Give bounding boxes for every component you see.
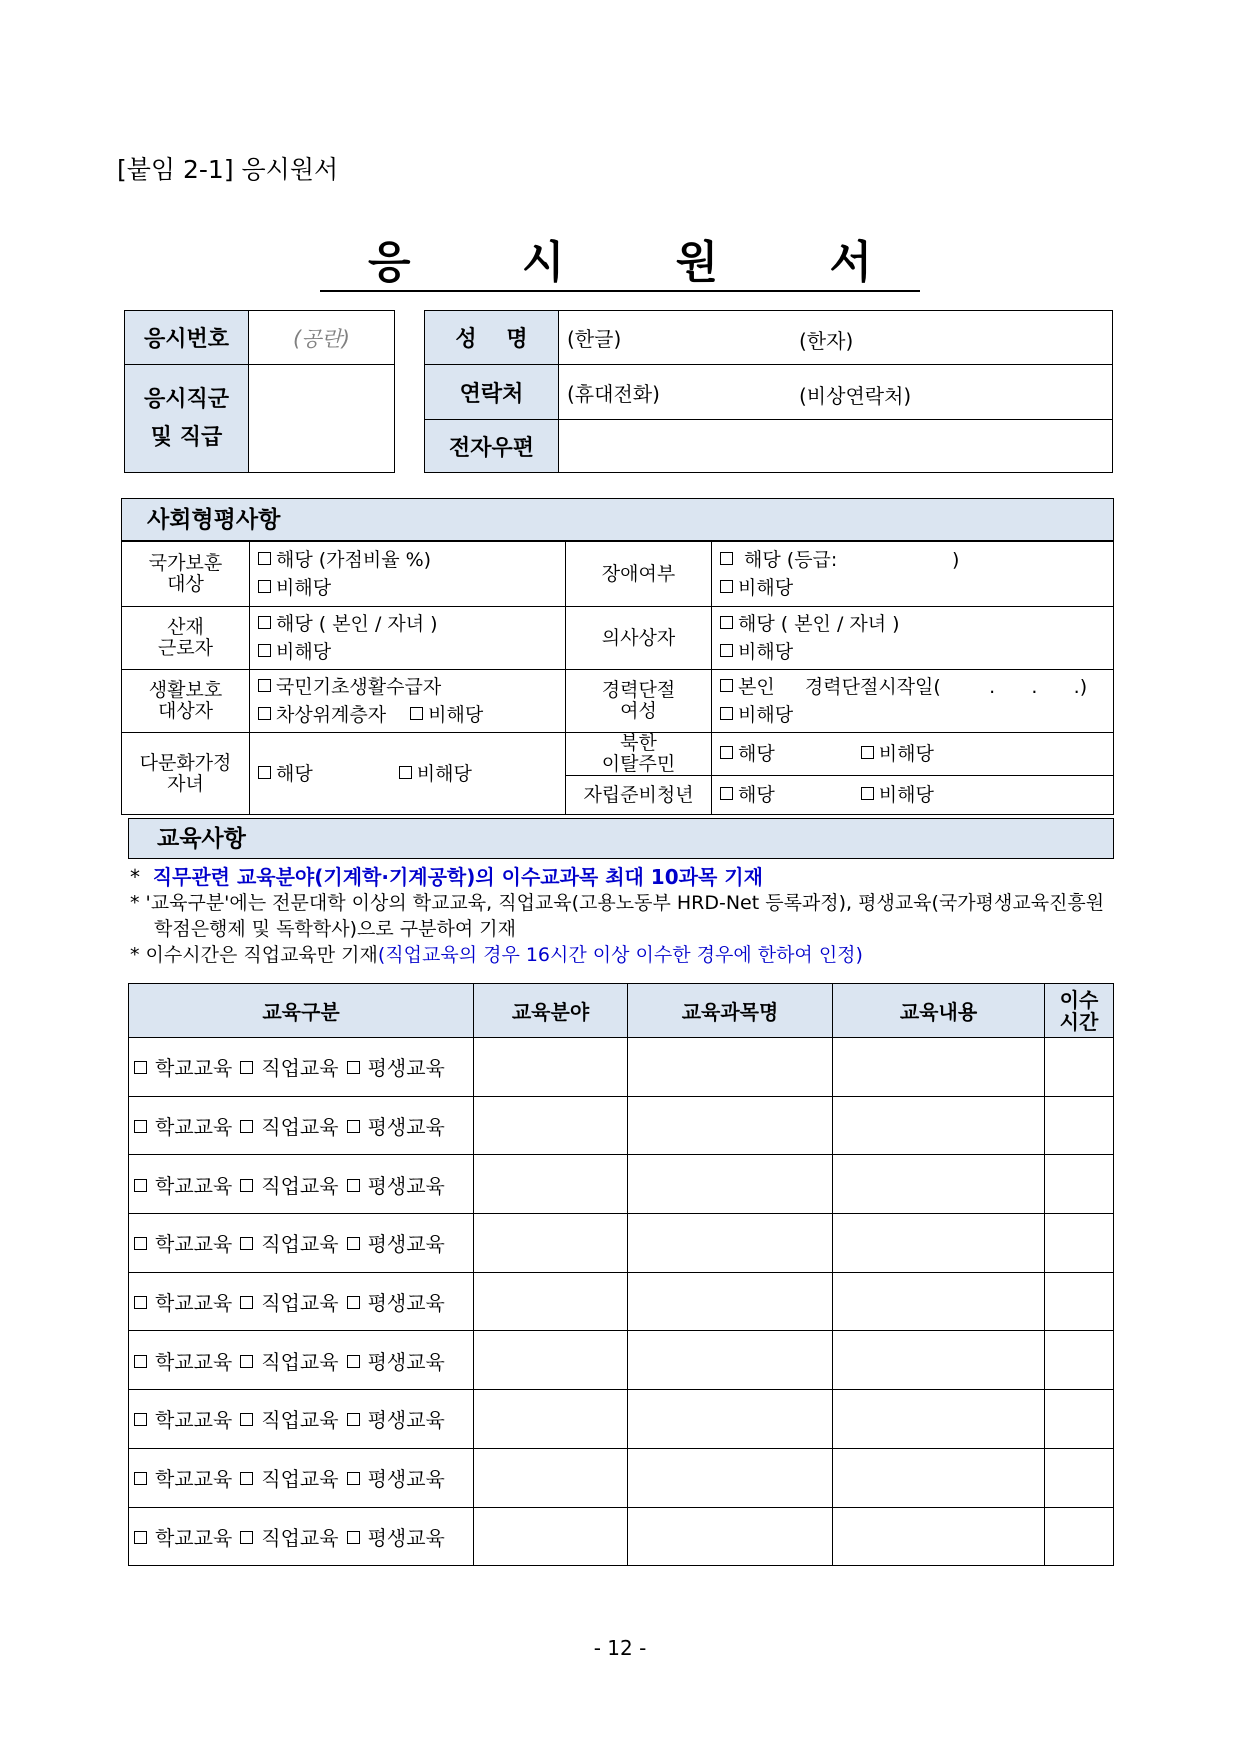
edu-type-cell[interactable] [129,1331,474,1390]
edu-option-label: 직업교육 [261,1232,339,1257]
content-cell[interactable] [833,1214,1045,1273]
name-label: 성 명 [425,311,559,365]
checkbox-icon[interactable] [134,1237,147,1250]
checkbox-icon[interactable] [134,1472,147,1485]
course-name-cell[interactable] [628,1038,833,1097]
edu-option-label: 직업교육 [261,1173,339,1198]
applicant-table [124,310,395,473]
exam-no-value[interactable]: (공란) [249,311,395,365]
course-name-cell[interactable] [628,1155,833,1214]
content-cell[interactable] [833,1507,1045,1566]
table-row [129,1038,1114,1097]
hours-cell[interactable] [1045,1390,1114,1449]
career-break-label: 경력단절 여성 [566,670,712,733]
youth-label: 자립준비청년 [566,776,712,815]
contact-field[interactable] [559,365,1113,420]
hours-cell[interactable] [1045,1214,1114,1273]
checkbox-icon[interactable] [720,616,733,629]
exam-no-label: 응시번호 [125,311,249,365]
table-row [129,1507,1114,1566]
checkbox-icon[interactable] [347,1531,360,1544]
edu-field-cell[interactable] [474,1272,628,1331]
edu-option-label: 평생교육 [367,1525,445,1550]
note-2-cont: 학점은행제 및 독학학사)으로 구분하여 기재 [154,918,516,940]
course-name-cell[interactable] [628,1214,833,1273]
checkbox-icon[interactable] [720,644,733,657]
checkbox-icon[interactable] [258,679,271,692]
checkbox-icon[interactable] [134,1355,147,1368]
course-name-cell[interactable] [628,1390,833,1449]
edu-option-label: 평생교육 [367,1349,445,1374]
edu-option-label: 평생교육 [367,1467,445,1492]
content-cell[interactable] [833,1448,1045,1507]
content-cell[interactable] [833,1155,1045,1214]
table-row [129,1214,1114,1273]
edu-option-label: 평생교육 [367,1232,445,1257]
edu-option-label: 학교교육 [155,1467,233,1492]
checkbox-icon[interactable] [399,766,412,779]
checkbox-icon[interactable] [720,746,733,759]
edu-field-cell[interactable] [474,1155,628,1214]
checkbox-icon[interactable] [240,1355,253,1368]
checkbox-icon[interactable] [347,1472,360,1485]
checkbox-icon[interactable] [134,1531,147,1544]
edu-type-cell[interactable] [129,1390,474,1449]
edu-option-label: 학교교육 [155,1232,233,1257]
table-row [129,1390,1114,1449]
checkbox-icon[interactable] [347,1120,360,1133]
email-field[interactable] [559,420,1113,473]
disability-label: 장애여부 [566,542,712,607]
checkbox-icon[interactable] [347,1061,360,1074]
checkbox-icon[interactable] [347,1237,360,1250]
course-name-cell[interactable] [628,1272,833,1331]
checkbox-icon[interactable] [240,1061,253,1074]
hours-cell[interactable] [1045,1272,1114,1331]
edu-option-label: 학교교육 [155,1173,233,1198]
checkbox-icon[interactable] [347,1413,360,1426]
career-break-options[interactable]: 본인 경력단절시작일( . . .) 비해당 [712,670,1114,733]
edu-type-cell[interactable] [129,1507,474,1566]
edu-option-label: 평생교육 [367,1408,445,1433]
education-notes [130,864,1120,968]
checkbox-icon[interactable] [720,679,733,692]
edu-field-cell[interactable] [474,1038,628,1097]
industrial-accident-options[interactable]: 해당 ( 본인 / 자녀 ) 비해당 [250,607,566,670]
edu-option-label: 직업교육 [261,1408,339,1433]
header-course-name: 교육과목명 [628,984,833,1038]
edu-field-cell[interactable] [474,1448,628,1507]
edu-type-cell[interactable] [129,1272,474,1331]
header-hours: 이수 시간 [1045,984,1114,1038]
course-name-cell[interactable] [628,1507,833,1566]
righteous-victim-options[interactable]: 해당 ( 본인 / 자녀 ) 비해당 [712,607,1114,670]
edu-field-cell[interactable] [474,1507,628,1566]
checkbox-icon[interactable] [240,1179,253,1192]
content-cell[interactable] [833,1096,1045,1155]
position-label: 응시직군 및 직급 [125,365,249,473]
edu-option-label: 직업교육 [261,1115,339,1140]
personal-table [424,310,1113,473]
position-field[interactable] [249,365,395,473]
checkbox-icon[interactable] [720,552,733,565]
education-section-title: 교육사항 [128,818,1114,859]
edu-option-label: 평생교육 [367,1056,445,1081]
checkbox-icon[interactable] [134,1120,147,1133]
edu-option-label: 학교교육 [155,1115,233,1140]
edu-type-cell[interactable] [129,1096,474,1155]
education-table [128,983,1114,1566]
checkbox-icon[interactable] [258,616,271,629]
page-number: - 12 - [593,1636,647,1660]
hours-cell[interactable] [1045,1448,1114,1507]
checkbox-icon[interactable] [258,580,271,593]
edu-type-cell[interactable] [129,1448,474,1507]
table-row [129,1331,1114,1390]
table-row [129,1096,1114,1155]
edu-option-label: 학교교육 [155,1525,233,1550]
edu-field-cell[interactable] [474,1214,628,1273]
checkbox-icon[interactable] [240,1237,253,1250]
edu-option-label: 직업교육 [261,1291,339,1316]
form-title: 응 시 원 서 [0,226,1240,290]
name-hanja: (한자) [799,329,854,353]
name-field[interactable] [559,311,1113,365]
edu-option-label: 학교교육 [155,1291,233,1316]
checkbox-icon[interactable] [861,746,874,759]
edu-type-cell[interactable] [129,1038,474,1097]
checkbox-icon[interactable] [347,1179,360,1192]
course-name-cell[interactable] [628,1331,833,1390]
checkbox-icon[interactable] [258,644,271,657]
emergency-label: (비상연락처) [799,384,912,408]
edu-option-label: 직업교육 [261,1525,339,1550]
checkbox-icon[interactable] [720,787,733,800]
hours-cell[interactable] [1045,1507,1114,1566]
edu-field-cell[interactable] [474,1096,628,1155]
checkbox-icon[interactable] [347,1296,360,1309]
checkbox-icon[interactable] [134,1179,147,1192]
edu-option-label: 직업교육 [261,1056,339,1081]
multicultural-label: 다문화가정 자녀 [122,733,250,815]
checkbox-icon[interactable] [258,552,271,565]
multicultural-options[interactable]: 해당 비해당 [250,733,566,815]
checkbox-icon[interactable] [240,1531,253,1544]
edu-option-label: 학교교육 [155,1408,233,1433]
note-2: * '교육구분'에는 전문대학 이상의 학교교육, 직업교육(고용노동부 HRD-Net 등록과정), 평생교육(국가평생교육진흥원 [130,892,1105,914]
righteous-victim-label: 의사상자 [566,607,712,670]
checkbox-icon[interactable] [240,1120,253,1133]
checkbox-icon[interactable] [134,1061,147,1074]
hours-cell[interactable] [1045,1038,1114,1097]
edu-type-cell[interactable] [129,1155,474,1214]
checkbox-icon[interactable] [134,1296,147,1309]
note-3: * 이수시간은 직업교육만 기재(직업교육의 경우 16시간 이상 이수한 경우에 한하여 인정) [130,944,863,966]
table-row [129,1448,1114,1507]
disability-options[interactable]: 해당 (등급: ) 비해당 [712,542,1114,607]
edu-option-label: 학교교육 [155,1349,233,1374]
veteran-options[interactable]: 해당 (가점비율 %) 비해당 [250,542,566,607]
checkbox-icon[interactable] [258,707,271,720]
edu-type-cell[interactable] [129,1214,474,1273]
content-cell[interactable] [833,1390,1045,1449]
welfare-options[interactable]: 국민기초생활수급자 차상위계층자 비해당 [250,670,566,733]
veteran-label: 국가보훈 대상 [122,542,250,607]
defector-label: 북한 이탈주민 [566,733,712,776]
checkbox-icon[interactable] [134,1413,147,1426]
contact-label: 연락처 [425,365,559,420]
edu-option-label: 학교교육 [155,1056,233,1081]
content-cell[interactable] [833,1272,1045,1331]
checkbox-icon[interactable] [861,787,874,800]
edu-option-label: 직업교육 [261,1349,339,1374]
checkbox-icon[interactable] [720,707,733,720]
industrial-accident-label: 산재 근로자 [122,607,250,670]
checkbox-icon[interactable] [240,1472,253,1485]
attachment-label: [붙임 2-1] 응시원서 [117,155,339,184]
name-korean: (한글) [567,327,622,351]
equity-table [121,541,1114,815]
header-content: 교육내용 [833,984,1045,1038]
edu-option-label: 직업교육 [261,1467,339,1492]
welfare-label: 생활보호 대상자 [122,670,250,733]
edu-field-cell[interactable] [474,1390,628,1449]
table-row [129,1155,1114,1214]
edu-option-label: 평생교육 [367,1291,445,1316]
hours-cell[interactable] [1045,1331,1114,1390]
checkbox-icon[interactable] [720,580,733,593]
defector-options[interactable]: 해당 비해당 [712,733,1114,776]
hours-cell[interactable] [1045,1155,1114,1214]
checkbox-icon[interactable] [410,707,423,720]
table-row [129,1272,1114,1331]
checkbox-icon[interactable] [240,1296,253,1309]
content-cell[interactable] [833,1331,1045,1390]
checkbox-icon[interactable] [347,1355,360,1368]
checkbox-icon[interactable] [258,766,271,779]
mobile-label: (휴대전화) [567,381,660,406]
edu-option-label: 평생교육 [367,1173,445,1198]
edu-option-label: 평생교육 [367,1115,445,1140]
youth-options[interactable]: 해당 비해당 [712,776,1114,815]
hours-cell[interactable] [1045,1096,1114,1155]
checkbox-icon[interactable] [240,1413,253,1426]
header-edu-type: 교육구분 [129,984,474,1038]
header-edu-field: 교육분야 [474,984,628,1038]
edu-field-cell[interactable] [474,1331,628,1390]
note-1: * 직무관련 교육분야(기계학·기계공학)의 이수교과목 최대 10과목 기재 [130,865,763,889]
course-name-cell[interactable] [628,1448,833,1507]
equity-section-title: 사회형평사항 [121,498,1114,541]
content-cell[interactable] [833,1038,1045,1097]
email-label: 전자우편 [425,420,559,473]
course-name-cell[interactable] [628,1096,833,1155]
